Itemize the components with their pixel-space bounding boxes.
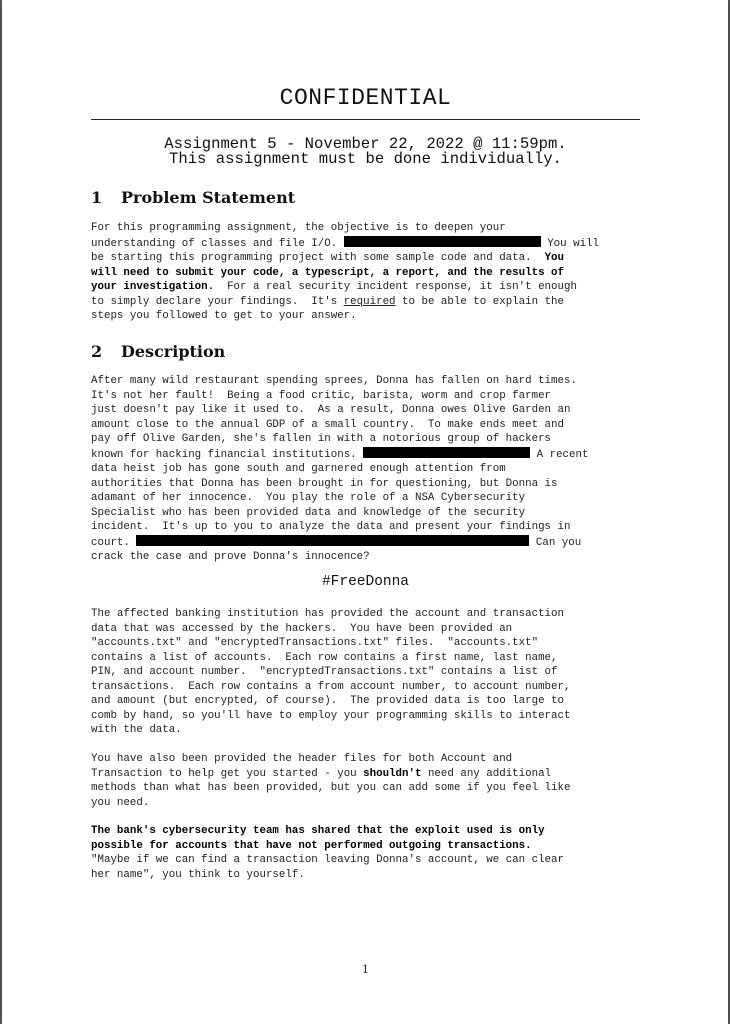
text-line: Can you: [535, 536, 582, 549]
section-title: Description: [121, 342, 226, 361]
text-line: transactions. Each row contains a from account number, to account number,: [91, 680, 571, 693]
text-line: data that was accessed by the hackers. You have been provided an: [91, 622, 513, 635]
section-heading-description: [91, 342, 225, 361]
bold-text: will need to submit your code, a typescript, a report, and the results of: [91, 266, 564, 279]
text-line: The affected banking institution has provided the account and transaction: [91, 608, 564, 620]
text-line: and amount (but encrypted, of course). The provided data is too large to: [91, 695, 564, 707]
subtitle-line: Assignment 5 - November 22, 2022 @ 11:59pm.: [164, 135, 567, 153]
text-line: Specialist who has been provided data and knowledge of the security: [91, 506, 526, 519]
description-paragraph-4: [91, 824, 640, 882]
description-paragraph-1: [91, 374, 640, 565]
text-line: contains a list of accounts. Each row contains a first name, last name,: [91, 651, 558, 664]
redaction-bar: [363, 447, 530, 458]
text-line: "Maybe if we can find a transaction leaving Donna's account, we can clear: [91, 854, 564, 866]
text-line: For this programming assignment, the objective is to deepen your: [91, 222, 506, 234]
text-line: authorities that Donna has been brought in for questioning, but Donna is: [91, 477, 558, 490]
bold-text: possible for accounts that have not performed outgoing transactions.: [91, 839, 532, 852]
text-line: just doesn't pay like it used to. As a result, Donna owes Olive Garden an: [91, 404, 571, 416]
text-line: Transaction to help get you started - you: [91, 767, 357, 780]
text-line: You will: [547, 237, 600, 250]
text-line: A recent: [536, 448, 589, 461]
text-line: adamant of her innocence. You play the role of a NSA Cybersecurity: [91, 492, 526, 504]
description-paragraph-3: [91, 752, 640, 810]
bold-text: shouldn't: [363, 767, 422, 780]
description-paragraph-2: [91, 607, 640, 738]
problem-statement-paragraph: [91, 221, 640, 324]
text-line: amount close to the annual GDP of a small country. To make ends meet and: [91, 418, 564, 431]
text-line: data heist job has gone south and garnered enough attention from: [91, 463, 506, 475]
underlined-text: required: [343, 295, 396, 308]
hashtag: #FreeDonna: [321, 574, 409, 590]
text-line: comb by hand, so you'll have to employ your programming skills to interact: [91, 709, 571, 722]
text-line: methods than what has been provided, but you can add some if you feel like: [91, 782, 571, 794]
text-line: understanding of classes and file I/O.: [91, 237, 338, 250]
text-line: known for hacking financial institutions.: [91, 448, 357, 461]
text-line: you need.: [91, 796, 150, 809]
text-line: be starting this programming project with some sample code and data.: [91, 252, 532, 264]
bold-text: You: [544, 252, 565, 264]
text-line: incident. It's up to you to analyze the data and present your findings in: [91, 521, 571, 533]
text-line: pay off Olive Garden, she's fallen in with a notorious group of hackers: [91, 433, 552, 445]
text-line: her name", you think to yourself.: [91, 868, 305, 881]
bold-text: your investigation.: [91, 281, 215, 293]
text-line: PIN, and account number. "encryptedTransactions.txt" contains a list of: [91, 666, 558, 678]
section-number: 2: [91, 342, 103, 361]
section-number: 1: [91, 188, 103, 207]
section-heading-problem-statement: [91, 188, 295, 207]
redaction-bar: [136, 535, 529, 546]
page-number: 1: [362, 963, 369, 976]
subtitle-line: This assignment must be done individually.: [168, 150, 563, 168]
bold-text: The bank's cybersecurity team has shared that the exploit used is only: [91, 825, 545, 837]
text-line: "accounts.txt" and "encryptedTransactions.txt" files. "accounts.txt": [91, 637, 539, 649]
redaction-bar: [344, 236, 541, 247]
assignment-subtitle: [91, 137, 640, 167]
text-line: After many wild restaurant spending sprees, Donna has fallen on hard times.: [91, 375, 577, 387]
text-line: to simply declare your findings. It's: [91, 295, 338, 308]
document-title: CONFIDENTIAL: [279, 85, 452, 111]
document-page: [2, 0, 728, 1024]
section-title: Problem Statement: [121, 188, 296, 207]
text-line: court.: [91, 536, 130, 549]
text-line: You have also been provided the header files for both Account and: [91, 753, 513, 765]
text-line: with the data.: [91, 724, 182, 736]
title-divider: [91, 119, 640, 120]
text-line: steps you followed to get to your answer.: [91, 310, 357, 322]
text-line: to be able to explain the: [402, 295, 565, 308]
text-line: It's not her fault! Being a food critic, barista, worm and crop farmer: [91, 389, 552, 402]
text-line: crack the case and prove Donna's innocence?: [91, 551, 370, 563]
text-line: need any additional: [427, 767, 552, 780]
text-line: For a real security incident response, it isn't enough: [227, 281, 577, 293]
